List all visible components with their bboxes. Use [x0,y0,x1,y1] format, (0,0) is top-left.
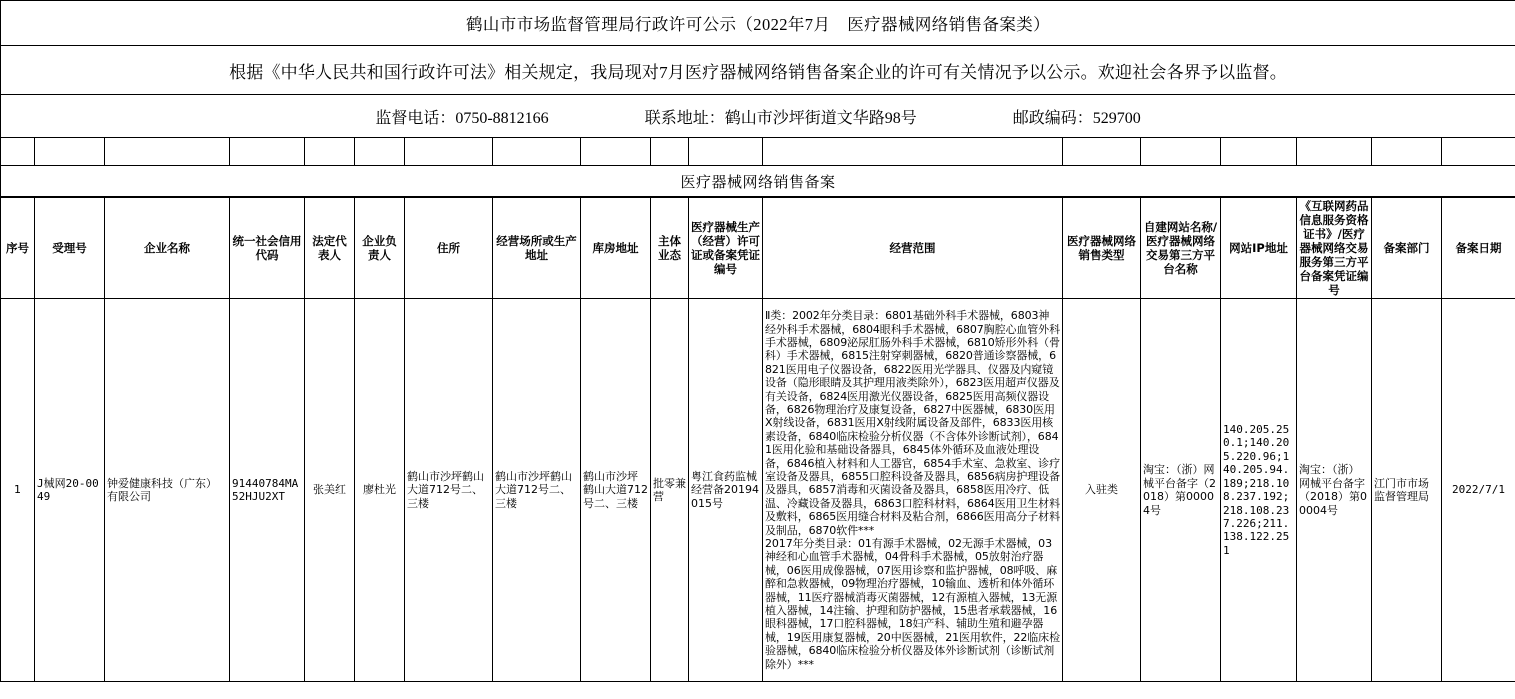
supervision-phone: 监督电话：0750-8812166 [375,109,549,127]
column-header-index: 序号 [1,198,35,299]
blank-cell [1,138,35,166]
blank-cell [1221,138,1297,166]
cell-manager: 廖杜光 [355,299,405,682]
section-title: 医疗器械网络销售备案 [1,166,1515,197]
intro-text: 根据《中华人民共和国行政许可法》相关规定，我局现对7月医疗器械网络销售备案企业的许可有关情况予以公示。欢迎社会各界予以监督。 [1,46,1515,95]
column-header-license-no: 医疗器械生产（经营）许可证或备案凭证编号 [689,198,763,299]
blank-cell [1063,138,1141,166]
blank-cell [405,138,493,166]
cell-date: 2022/7/1 [1442,299,1515,682]
column-header-residence: 住所 [405,198,493,299]
cell-credit-code: 91440784MA52HJU2XT [230,299,305,682]
column-header-record-cert: 《互联网药品信息服务资格证书》/医疗器械网络交易服务第三方平台备案凭证编号 [1297,198,1372,299]
cell-warehouse: 鹤山市沙坪鹤山大道712号二、三楼 [581,299,651,682]
cell-ip-address: 140.205.250.1;140.205.220.96;140.205.94.189;218.108.237.192;218.108.237.226;211.138.122.251 [1221,299,1297,682]
title-row [1,1,1515,46]
cell-company: 钟爱健康科技（广东）有限公司 [105,299,230,682]
blank-cell [35,138,105,166]
postal-code: 邮政编码：529700 [1012,109,1141,127]
cell-legal-rep: 张美红 [305,299,355,682]
table-header-row [1,198,1515,299]
cell-sale-type: 入驻类 [1063,299,1141,682]
column-header-business-type: 主体业态 [651,198,689,299]
cell-accept-no: J械网20-0049 [35,299,105,682]
column-header-business-site: 经营场所或生产地址 [493,198,581,299]
cell-residence: 鹤山市沙坪鹤山大道712号二、三楼 [405,299,493,682]
contact-line [1,95,1515,138]
blank-cell [305,138,355,166]
column-header-date: 备案日期 [1442,198,1515,299]
records-table [0,197,1515,682]
section-title-row [1,166,1515,197]
contact-address: 联系地址：鹤山市沙坪街道文华路98号 [644,109,917,127]
document-banner [0,0,1515,197]
blank-cell [1297,138,1372,166]
column-header-legal-rep: 法定代表人 [305,198,355,299]
cell-index: 1 [1,299,35,682]
column-header-accept-no: 受理号 [35,198,105,299]
cell-license-no: 粤江食药监械经营备20194015号 [689,299,763,682]
cell-record-cert: 淘宝：（浙）网械平台备字（2018）第00004号 [1297,299,1372,682]
blank-cell [689,138,763,166]
column-header-sale-type: 医疗器械网络销售类型 [1063,198,1141,299]
column-header-manager: 企业负责人 [355,198,405,299]
blank-cell [355,138,405,166]
column-header-scope: 经营范围 [763,198,1063,299]
blank-cell [581,138,651,166]
column-header-credit-code: 统一社会信用代码 [230,198,305,299]
blank-cell [651,138,689,166]
page-title: 鹤山市市场监督管理局行政许可公示（2022年7月 医疗器械网络销售备案类） [1,1,1515,46]
cell-business-scope [763,299,1063,682]
table-row [1,299,1515,682]
blank-cell [763,138,1063,166]
blank-cell [1442,138,1515,166]
scope-paragraph-2017: 2017年分类目录：01有源手术器械，02无源手术器械，03神经和心血管手术器械，04骨科手术器械，05放射治疗器械，06医用成像器械，07医用诊察和监护器械，08呼吸、麻醉和急救器械，09物理治疗器械，10输血、透析和体外循环器械，11医疗器械消毒灭菌器械，12有源植入器械，13无源植入器械，14注输、护理和防护器械，15患者承载器械，16眼科器械，17口腔科器械，18妇产科、辅助生殖和避孕器械，19医用康复器械，20中医器械，21医用软件，22临床检验器械，6840临床检验分析仪器及体外诊断试剂（诊断试剂除外）*** [765,537,1060,671]
column-header-warehouse: 库房地址 [581,198,651,299]
blank-cell [493,138,581,166]
blank-cell [230,138,305,166]
intro-row [1,46,1515,95]
column-header-company: 企业名称 [105,198,230,299]
cell-platform-name: 淘宝：（浙）网械平台备字（2018）第00004号 [1141,299,1221,682]
cell-business-site: 鹤山市沙坪鹤山大道712号二、三楼 [493,299,581,682]
scope-paragraph-2002: Ⅱ类：2002年分类目录：6801基础外科手术器械，6803神经外科手术器械，6804眼科手术器械，6807胸腔心血管外科手术器械，6809泌尿肛肠外科手术器械，6810矫形外科（骨科）手术器械，6815注射穿刺器械，6820普通诊察器械，6821医用电子仪器设备，6822医用光学器具、仪器及内窥镜设备（隐形眼睛及其护理用液类除外），6823医用超声仪器及有关设备，6824医用激光仪器设备，6825医用高频仪器设备，6826物理治疗及康复设备，6827中医器械，6830医用X射线设备，6831医用X射线附属设备及部件，6833医用核素设备，6840临床检验分析仪器（不含体外诊断试剂），6841医用化验和基础设备器具，6845体外循环及血液处理设备，6846植入材料和人工器官，6854手术室、急救室、诊疗室设备及器具，6855口腔科设备及器具，6856病房护理设备及器具，6857消毒和灭菌设备及器具，6858医用冷疗、低温、冷藏设备及器具，6863口腔科材料，6864医用卫生材料及敷料，6865医用缝合材料及粘合剂，6866医用高分子材料及制品，6870软件*** [765,309,1060,537]
column-header-dept: 备案部门 [1372,198,1442,299]
cell-business-type: 批零兼营 [651,299,689,682]
column-header-platform-name: 自建网站名称/医疗器械网络交易第三方平台名称 [1141,198,1221,299]
cell-dept: 江门市市场监督管理局 [1372,299,1442,682]
blank-cell [1141,138,1221,166]
blank-cell [105,138,230,166]
blank-cell [1372,138,1442,166]
column-header-ip-address: 网站IP地址 [1221,198,1297,299]
contact-row [1,95,1515,138]
blank-grid-row [1,138,1515,166]
